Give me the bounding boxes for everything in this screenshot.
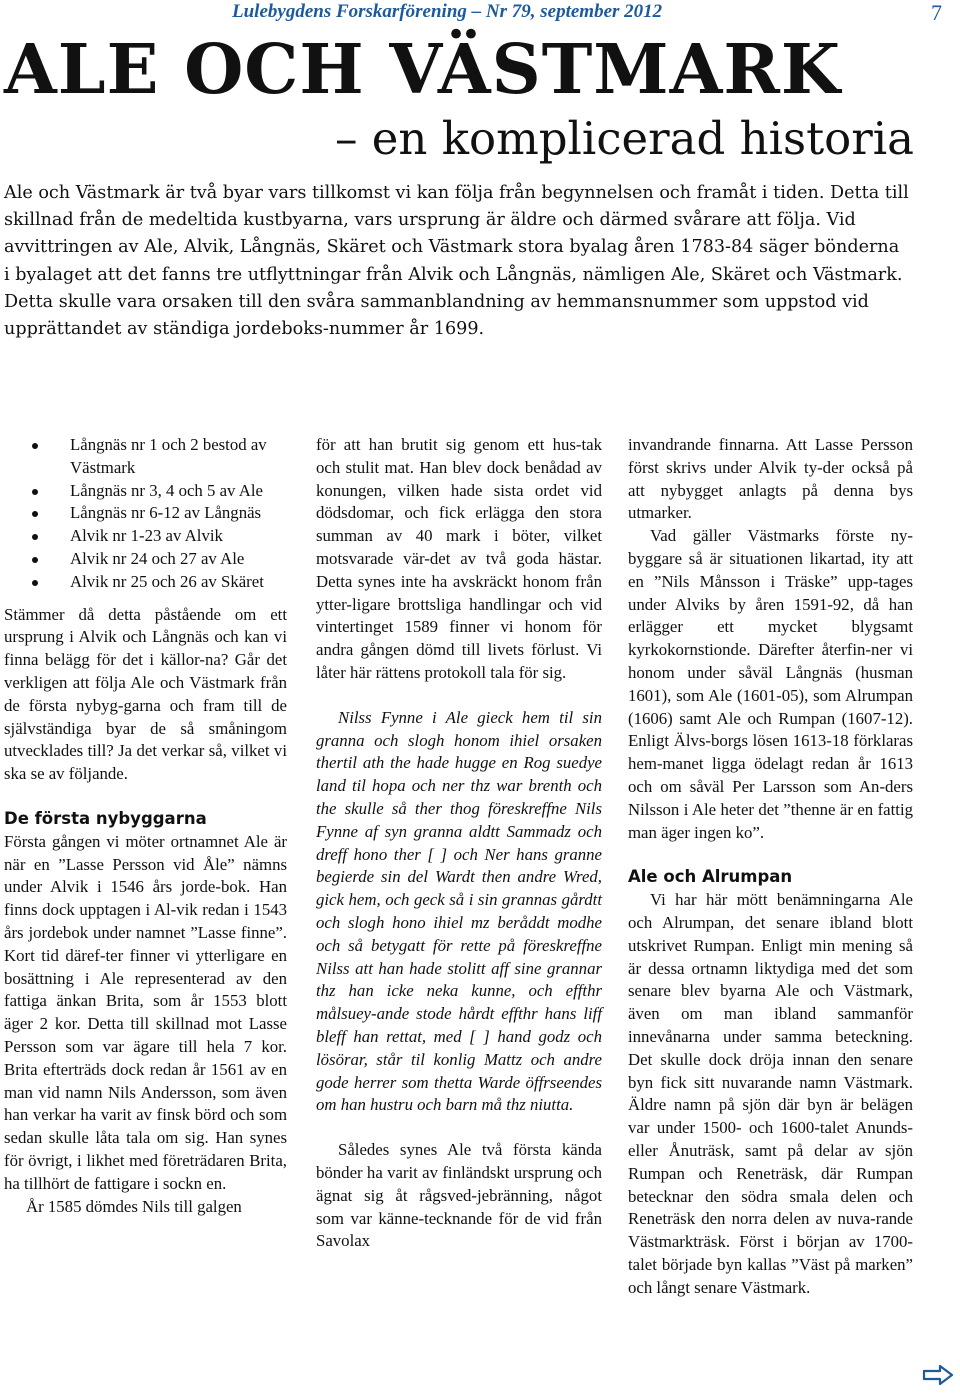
court-record-quote [316, 707, 602, 1117]
section-heading: De första nybyggarna [4, 808, 207, 828]
article-lead: Ale och Västmark är två byar vars tillkomst vi kan följa från begynnelsen och framåt i tiden. Detta till skillnad från de medeltida kustbyarna, vars ursprung är äldre och därmed svårare att följa. Vid avvittringen av Ale, Alvik, Långnäs, Skäret och Västmark stora byalag åren 1783-84 säger bönderna i byalaget att det fanns tre utflyttningar från Alvik och Långnäs, nämligen Ale, Skäret och Västmark. Detta skulle vara orsaken till den svåra sammanblandning av hemmansnummer som uppstod vid upprättandet av ständiga jordeboks-nummer år 1699. [4, 183, 909, 340]
list-item: Alvik nr 25 och 26 av Skäret [4, 571, 287, 594]
body-paragraph: Första gången vi möter ortnamnet Ale är när en ”Lasse Persson vid Åle” nämns under Alvik i 1546 års jorde-bok. Han finns dock upptagen i Al-vik redan i 1543 års jordebok under namnet ”Lasse finne”. Kort tid däref-ter finner vi ytterligare en bosättning i Ale representerad av den fattiga änkan Brita, som år 1553 blott äger 2 kor. Detta till skillnad mot Lasse Persson som var ägare till hela 7 kor. Brita efterträds dock redan år 1561 av en man vid namn Nils Andersson, som även han verkar ha varit av finsk börd och som sedan skulle låta tala om sig. Han synes för övrigt, i likhet med företrädaren Brita, ha tillhört de fattigare i sockn en. [4, 831, 287, 1193]
article-title: ALE OCH VÄSTMARK [4, 30, 841, 110]
bullet-icon [32, 580, 38, 586]
body-paragraph: invandrande finnarna. Att Lasse Persson först skrivs under Alvik ty-der också på att nybygget anlagts på denna bys utmarker. [628, 435, 913, 523]
column-1 [4, 434, 287, 1218]
column-2 [316, 434, 602, 1253]
section-heading: Ale och Alrumpan [628, 867, 793, 887]
quote-paragraph: Nilss Fynne i Ale gieck hem til sin granna och slogh honom ihiel orsaken thertil ath the hade hugge en Rog suedye land til hopa och ner thz war brenth och the skulle så ther thog föreskreffne Nils Fynne af syn granna aldtt Sammadz och dreff hono ther [ ] och Ner hans granne begierde sin del Wardt then andre Wred, gick hem, och geck så i sin grannas gårdtt och slogh hono ihiel mz beråddt modhe och så betygatt för rette på föreskreffne Nilss att han hade stolitt aff sine grannar thz han icke neka kunne, och effthr målsuey-ande stode hårdt effthr hans liff bleff han rettat, med [ ] hand godz och lösörar, står til konlig Mattz och andre gode herrer som thetta Warde öffrseendes om han hustru och barn må thz niutta. [316, 707, 602, 1115]
column-3 [628, 434, 913, 1299]
article-subtitle: – en komplicerad historia [334, 112, 914, 165]
list-item: Långnäs nr 6-12 av Långnäs [4, 502, 287, 525]
body-paragraph: År 1585 dömdes Nils till galgen [26, 1196, 242, 1216]
list-item: Alvik nr 24 och 27 av Ale [4, 548, 287, 571]
page-number: 7 [931, 0, 942, 25]
bullet-icon [32, 511, 38, 517]
bullet-icon [32, 557, 38, 563]
list-item: Långnäs nr 1 och 2 bestod av Västmark [4, 434, 287, 480]
body-paragraph: Vi har här mött benämningarna Ale och Alrumpan, det senare ibland blott utskrivet Rumpan. Enligt min mening så är dessa ortnamn liktydiga med det som senare blev byarna Ale och Västmark, även om man ibland sammanför innevånarna under samma beteckning. Det skulle dock dröja innan den senare byn fick sitt nuvarande namn Västmark. Äldre namn på sjön där byn är belägen var under 1500- och 1600-talet Anunds-eller Ånuträsk, samt på delar av sjön Rumpan och Reneträsk, där Rumpan betecknar den södra smala delen och Reneträsk den norra delen av nuva-rande Västmarkträsk. Först i början av 1700-talet började byn kallas ”Väst på marken” och långt senare Västmark. [628, 890, 913, 1297]
body-paragraph: Stämmer då detta påstående om ett ursprung i Alvik och Långnäs och kan vi finna belägg för det i källor-na? Går det verkligen att följa Ale och Västmark från de första nybyg-garna och fram till de självständiga byar de så småningom utvecklades till? Ja det verkar så, vilket vi ska se av följande. [4, 604, 287, 784]
running-header [0, 0, 960, 26]
publication-line: Lulebygdens Forskarförening – Nr 79, september 2012 [232, 1, 663, 22]
hemman-list [4, 434, 287, 594]
list-item: Alvik nr 1-23 av Alvik [4, 525, 287, 548]
body-paragraph: för att han brutit sig genom ett hus-tak och stulit mat. Han blev dock benådad av konungen, vilken hade sista ordet vid dödsdomar, och fick erlägga den stora summan av 40 mark i böter, vilket motsvarade vär-det av två goda hästar. Detta synes inte ha avskräckt honom från ytter-ligare brottsliga handlingar och vid vintertinget 1589 finner vi honom för andra gången dömd till livets förlust. Vi låter här rättens protokoll tala för sig. [316, 435, 602, 682]
bullet-icon [32, 443, 38, 449]
body-paragraph: Således synes Ale två första kända bönder ha varit av finländskt ursprung och ägnat sig åt rågsved-jebränning, något som var känne-tecknande för de vid från Savolax [316, 1140, 602, 1251]
bullet-icon [32, 534, 38, 540]
next-page-arrow-icon [922, 1364, 954, 1386]
body-paragraph: Vad gäller Västmarks förste ny-byggare så är situationen likartad, ity att en ”Nils Månsson i Träske” upp-tages under Alviks by åren 1591-92, då han erlägger ett mycket blygsamt kyrkokornstionde. Därefter återfin-ner vi honom under såväl Långnäs (husman 1601), som Ale (1601-05), som Alrumpan (1606) samt Ale och Rumpan (1607-12). Enligt Älvs-borgs lösen 1613-18 förklaras hem-manet ligga ödelagt redan år 1613 och om såväl Per Larsson som An-ders Nilsson i Ale heter det ”thenne är en fattig man äger ingen ko”. [628, 526, 913, 842]
list-item: Långnäs nr 3, 4 och 5 av Ale [4, 480, 287, 503]
bullet-icon [32, 489, 38, 495]
